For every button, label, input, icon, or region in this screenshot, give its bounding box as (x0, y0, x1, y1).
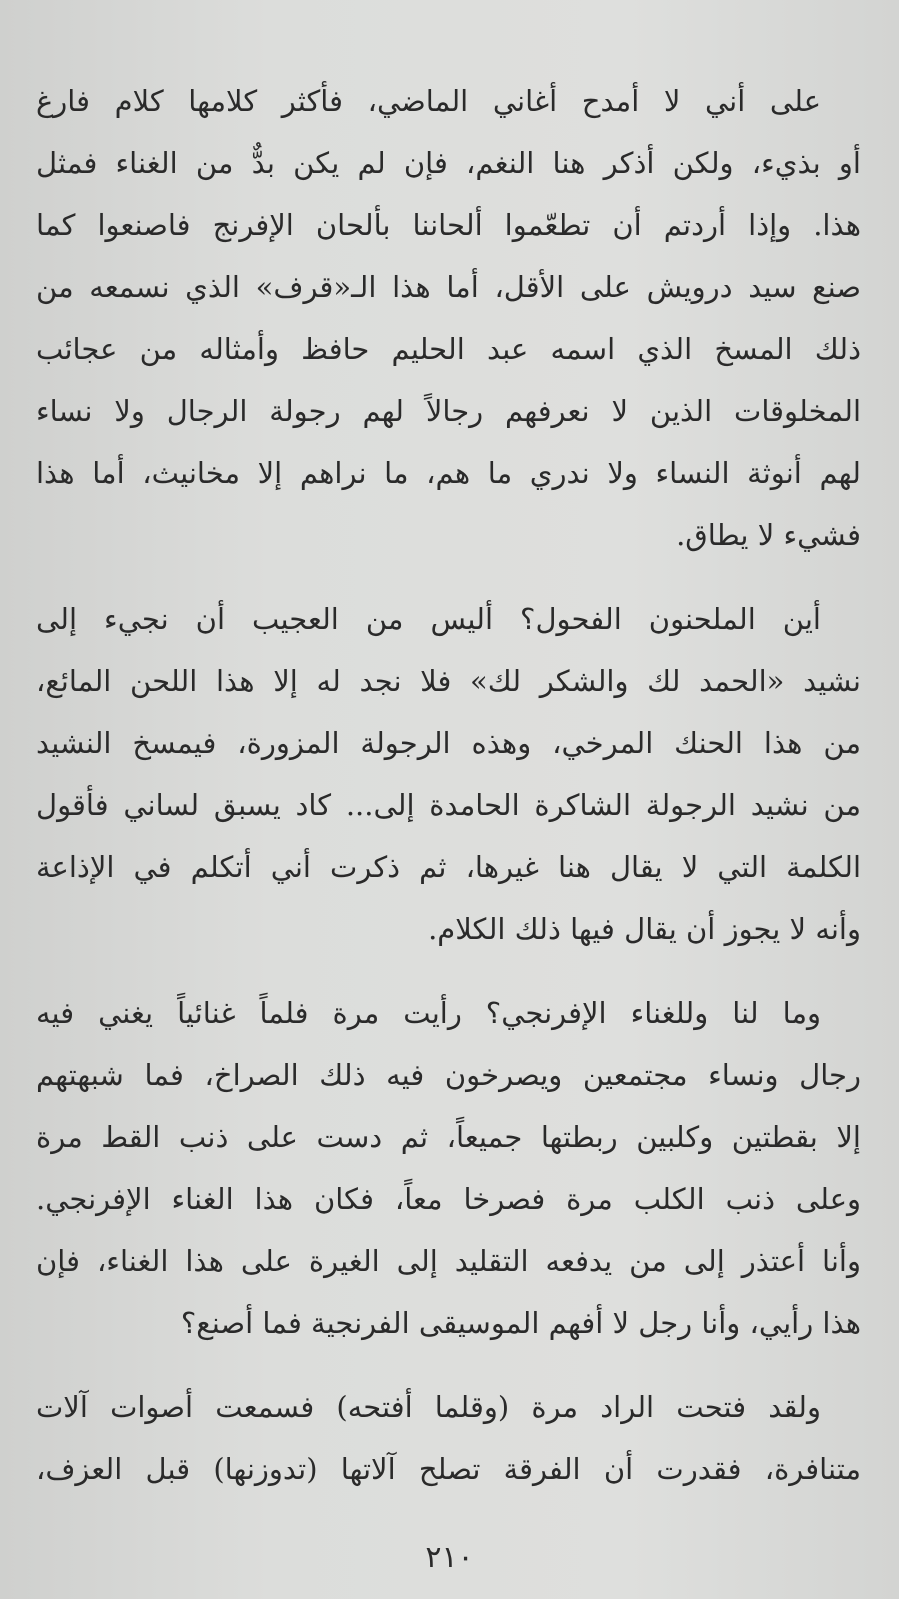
text-line: وأنه لا يجوز أن يقال فيها ذلك الكلام. (428, 912, 861, 946)
text-line: على أني لا أمدح أغاني الماضي، فأكثر كلامها كلام فارغ (36, 84, 821, 118)
page-number: ٢١٠ (425, 1540, 474, 1575)
text-line: هذا رأيي، وأنا رجل لا أفهم الموسيقى الفرنجية فما أصنع؟ (180, 1306, 861, 1340)
text-line: إلا بقطتين وكلبين ربطتها جميعاً، ثم دست على ذنب القط مرة (36, 1120, 861, 1154)
text-line: وعلى ذنب الكلب مرة فصرخا معاً، فكان هذا الغناء الإفرنجي. (36, 1182, 861, 1216)
text-line: وأنا أعتذر إلى من يدفعه التقليد إلى الغيرة على هذا الغناء، فإن (36, 1244, 861, 1278)
text-line: من هذا الحنك المرخي، وهذه الرجولة المزورة، فيمسخ النشيد (36, 726, 861, 760)
paragraph-4 (36, 1376, 861, 1500)
paragraph-2 (36, 588, 861, 960)
text-line: نشيد «الحمد لك والشكر لك» فلا نجد له إلا هذا اللحن المائع، (36, 664, 861, 698)
text-line: أين الملحنون الفحول؟ أليس من العجيب أن نجيء إلى (36, 602, 821, 636)
text-line: الكلمة التي لا يقال هنا غيرها، ثم ذكرت أني أتكلم في الإذاعة (36, 850, 861, 884)
text-line: من نشيد الرجولة الشاكرة الحامدة إلى... كاد يسبق لساني فأقول (36, 788, 861, 822)
text-line: المخلوقات الذين لا نعرفهم رجالاً لهم رجولة الرجال ولا نساء (36, 394, 861, 428)
text-line: وما لنا وللغناء الإفرنجي؟ رأيت مرة فلماً غنائياً يغني فيه (36, 996, 821, 1030)
text-line: فشيء لا يطاق. (676, 518, 861, 552)
text-line: صنع سيد درويش على الأقل، أما هذا الـ«قرف» الذي نسمعه من (36, 270, 861, 304)
text-line: أو بذيء، ولكن أذكر هنا النغم، فإن لم يكن بدٌّ من الغناء فمثل (36, 146, 861, 180)
text-line: ذلك المسخ الذي اسمه عبد الحليم حافظ وأمثاله من عجائب (36, 332, 861, 366)
text-line: متنافرة، فقدرت أن الفرقة تصلح آلاتها (تدوزنها) قبل العزف، (36, 1452, 861, 1486)
book-page-text (36, 70, 861, 1522)
text-line: لهم أنوثة النساء ولا ندري ما هم، ما نراهم إلا مخانيث، أما هذا (36, 456, 861, 490)
text-line: ولقد فتحت الراد مرة (وقلما أفتحه) فسمعت أصوات آلات (36, 1390, 821, 1424)
paragraph-3 (36, 982, 861, 1354)
text-line: رجال ونساء مجتمعين ويصرخون فيه ذلك الصراخ، فما شبهتهم (36, 1058, 861, 1092)
paragraph-1 (36, 70, 861, 566)
text-line: هذا. وإذا أردتم أن تطعّموا ألحاننا بألحان الإفرنج فاصنعوا كما (36, 208, 861, 242)
